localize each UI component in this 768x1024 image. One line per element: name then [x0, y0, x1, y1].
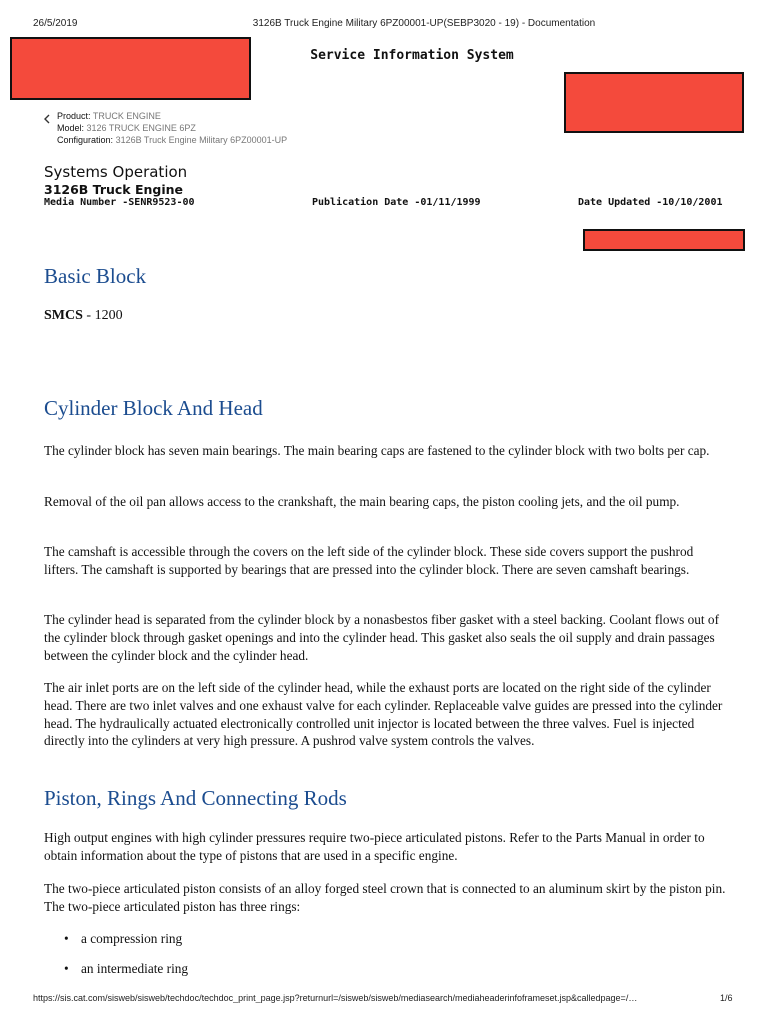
print-date: 26/5/2019	[33, 18, 78, 29]
breadcrumb-configuration-label: Configuration:	[57, 135, 114, 145]
publication-date: Publication Date -01/11/1999	[312, 197, 481, 208]
print-title: 3126B Truck Engine Military 6PZ00001-UP(SEBP3020 - 19) - Documentation	[252, 18, 596, 29]
breadcrumb-product-label: Product:	[57, 111, 91, 121]
paragraph: The air inlet ports are on the left side of the cylinder head, while the exhaust ports are located on the right side of the cylinder head. There are two inlet valves and one exhaust valve for each cylinder. Replaceable valve guides are pressed into the cylinder head. The hydraulically actuated electronically controlled unit injector is located between the three valves. Fuel is injected directly into the cylinders at very high pressure. A pushrod valve system controls the valves.	[44, 680, 723, 749]
smcs-label: SMCS	[44, 308, 83, 323]
site-title: Service Information System	[310, 48, 514, 63]
redaction-box	[10, 37, 251, 100]
redaction-box	[583, 229, 745, 251]
section-body	[44, 880, 728, 916]
section-body	[44, 829, 728, 865]
back-button[interactable]	[43, 111, 51, 129]
paragraph: The two-piece articulated piston consists of an alloy forged steel crown that is connected to an aluminum skirt by the piston pin. The two-piece articulated piston has three rings:	[44, 881, 726, 914]
redaction-box	[564, 72, 744, 133]
media-number: Media Number -SENR9523-00	[44, 197, 195, 208]
ring-list	[44, 931, 728, 977]
section-body	[44, 543, 728, 579]
breadcrumb-configuration-value[interactable]: 3126B Truck Engine Military 6PZ00001-UP	[115, 135, 288, 145]
page-number: 1/6	[720, 993, 733, 1003]
paragraph: High output engines with high cylinder pressures require two-piece articulated pistons. Refer to the Parts Manual in order to obtain information about the type of pistons that are used in a specific engine.	[44, 830, 705, 863]
paragraph: The cylinder block has seven main bearings. The main bearing caps are fastened to the cylinder block with two bolts per cap.	[44, 443, 710, 458]
smcs-value: - 1200	[82, 308, 123, 323]
date-updated: Date Updated -10/10/2001	[578, 197, 723, 208]
breadcrumb-model	[57, 122, 287, 134]
breadcrumb-product-value[interactable]: TRUCK ENGINE	[92, 111, 161, 121]
section-body	[44, 679, 728, 750]
breadcrumb-product	[57, 110, 287, 122]
breadcrumb-model-value[interactable]: 3126 TRUCK ENGINE 6PZ	[86, 123, 196, 133]
breadcrumb-model-label: Model:	[57, 123, 85, 133]
print-url: https://sis.cat.com/sisweb/sisweb/techdoc/techdoc_print_page.jsp?returnurl=/sisweb/sisweb/mediasearch/mediaheaderinfoframeset.jsp&calledpage=/…	[33, 993, 638, 1003]
smcs-code	[44, 308, 123, 324]
section-heading: Piston, Rings And Connecting Rods	[44, 786, 347, 810]
breadcrumb	[57, 110, 287, 146]
paragraph: Removal of the oil pan allows access to the crankshaft, the main bearing caps, the piston cooling jets, and the oil pump.	[44, 494, 680, 509]
engine-name: 3126B Truck Engine	[44, 182, 184, 197]
article-title: Basic Block	[44, 264, 147, 288]
section-body	[44, 442, 728, 460]
list-item: • a compression ring	[44, 931, 728, 947]
section-body	[44, 611, 728, 664]
chevron-left-icon	[43, 114, 51, 124]
breadcrumb-configuration	[57, 134, 287, 146]
document-type: Systems Operation	[44, 163, 188, 181]
list-item: • an intermediate ring	[44, 961, 728, 977]
section-heading: Cylinder Block And Head	[44, 396, 263, 420]
paragraph: The camshaft is accessible through the covers on the left side of the cylinder block. These side covers support the pushrod lifters. The camshaft is supported by bearings that are pressed into the cylinder block. There are seven camshaft bearings.	[44, 544, 694, 577]
paragraph: The cylinder head is separated from the cylinder block by a nonasbestos fiber gasket with a steel backing. Coolant flows out of the cylinder block through gasket openings and into the cylinder head. This gasket also seals the oil supply and drain passages between the cylinder block and the cylinder head.	[44, 612, 719, 663]
section-body	[44, 493, 728, 511]
